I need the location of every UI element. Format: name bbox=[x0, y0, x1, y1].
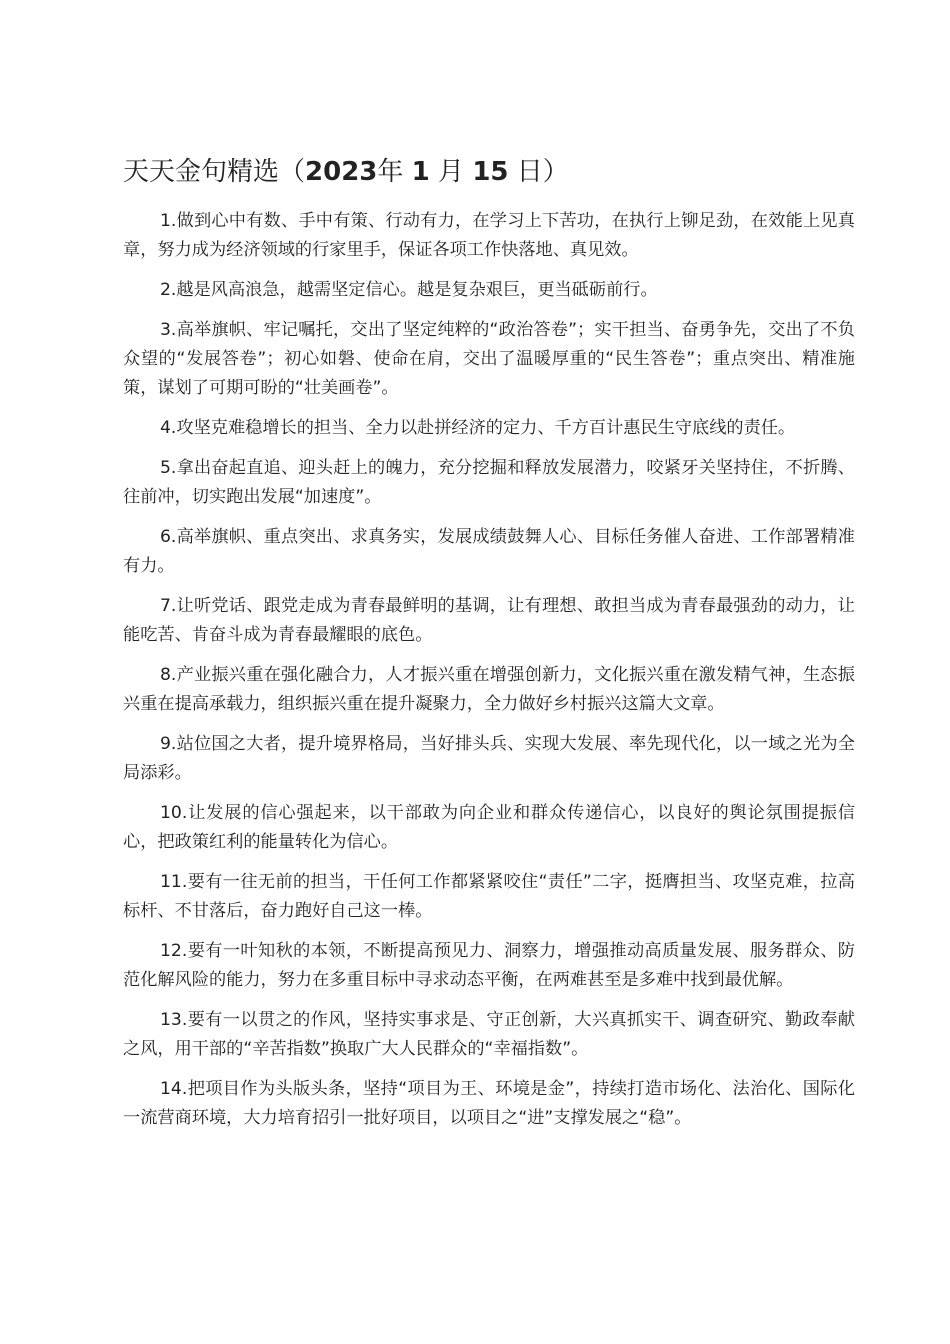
page-title bbox=[123, 152, 863, 192]
quote-paragraph: 3.高举旗帜、牢记嘱托，交出了坚定纯粹的“政治答卷”；实干担当、奋勇争先，交出了不负众望的“发展答卷”；初心如磐、使命在肩，交出了温暖厚重的“民生答卷”；重点突出、精准施策，谋划了可期可盼的“壮美画卷”。 bbox=[123, 320, 855, 398]
quote-paragraph: 10.让发展的信心强起来，以干部敢为向企业和群众传递信心，以良好的舆论氛围提振信心，把政策红利的能量转化为信心。 bbox=[123, 803, 855, 852]
quote-paragraph: 7.让听党话、跟党走成为青春最鲜明的基调，让有理想、敢担当成为青春最强劲的动力，让能吃苦、肯奋斗成为青春最耀眼的底色。 bbox=[123, 596, 855, 645]
quote-paragraph: 14.把项目作为头版头条，坚持“项目为王、环境是金”，持续打造市场化、法治化、国际化一流营商环境，大力培育招引一批好项目，以项目之“进”支撑发展之“稳”。 bbox=[123, 1079, 855, 1128]
quote-list bbox=[123, 207, 855, 1144]
title-prefix: 天天金句精选（ bbox=[123, 157, 306, 187]
quote-paragraph: 8.产业振兴重在强化融合力，人才振兴重在增强创新力，文化振兴重在激发精气神，生态振兴重在提高承载力，组织振兴重在提升凝聚力，全力做好乡村振兴这篇大文章。 bbox=[123, 665, 855, 714]
title-suffix: ） bbox=[542, 157, 569, 187]
quote-paragraph: 6.高举旗帜、重点突出、求真务实，发展成绩鼓舞人心、目标任务催人奋进、工作部署精准有力。 bbox=[123, 527, 855, 576]
title-day: 15 bbox=[472, 157, 509, 187]
quote-paragraph: 2.越是风高浪急，越需坚定信心。越是复杂艰巨，更当砥砺前行。 bbox=[160, 280, 658, 300]
quote-paragraph: 4.攻坚克难稳增长的担当、全力以赴拼经济的定力、千方百计惠民生守底线的责任。 bbox=[160, 418, 796, 438]
title-day-unit: 日 bbox=[516, 157, 543, 187]
quote-paragraph: 5.拿出奋起直追、迎头赶上的魄力，充分挖掘和释放发展潜力，咬紧牙关坚持住，不折腾、往前冲，切实跑出发展“加速度”。 bbox=[123, 458, 855, 507]
title-year-unit: 年 bbox=[377, 157, 404, 187]
quote-paragraph: 12.要有一叶知秋的本领，不断提高预见力、洞察力，增强推动高质量发展、服务群众、防范化解风险的能力，努力在多重目标中寻求动态平衡，在两难甚至是多难中找到最优解。 bbox=[123, 941, 855, 990]
title-month: 1 bbox=[411, 157, 430, 187]
quote-paragraph: 9.站位国之大者，提升境界格局，当好排头兵、实现大发展、率先现代化，以一域之光为全局添彩。 bbox=[123, 734, 855, 783]
title-month-unit: 月 bbox=[438, 157, 465, 187]
title-year: 2023 bbox=[305, 157, 378, 187]
quote-paragraph: 11.要有一往无前的担当，干任何工作都紧紧咬住“责任”二字，挺膺担当、攻坚克难，拉高标杆、不甘落后，奋力跑好自己这一棒。 bbox=[123, 872, 855, 921]
quote-paragraph: 1.做到心中有数、手中有策、行动有力，在学习上下苦功，在执行上铆足劲，在效能上见真章，努力成为经济领域的行家里手，保证各项工作快落地、真见效。 bbox=[123, 211, 855, 260]
quote-paragraph: 13.要有一以贯之的作风，坚持实事求是、守正创新，大兴真抓实干、调查研究、勤政奉献之风，用干部的“辛苦指数”换取广大人民群众的“幸福指数”。 bbox=[123, 1010, 855, 1059]
